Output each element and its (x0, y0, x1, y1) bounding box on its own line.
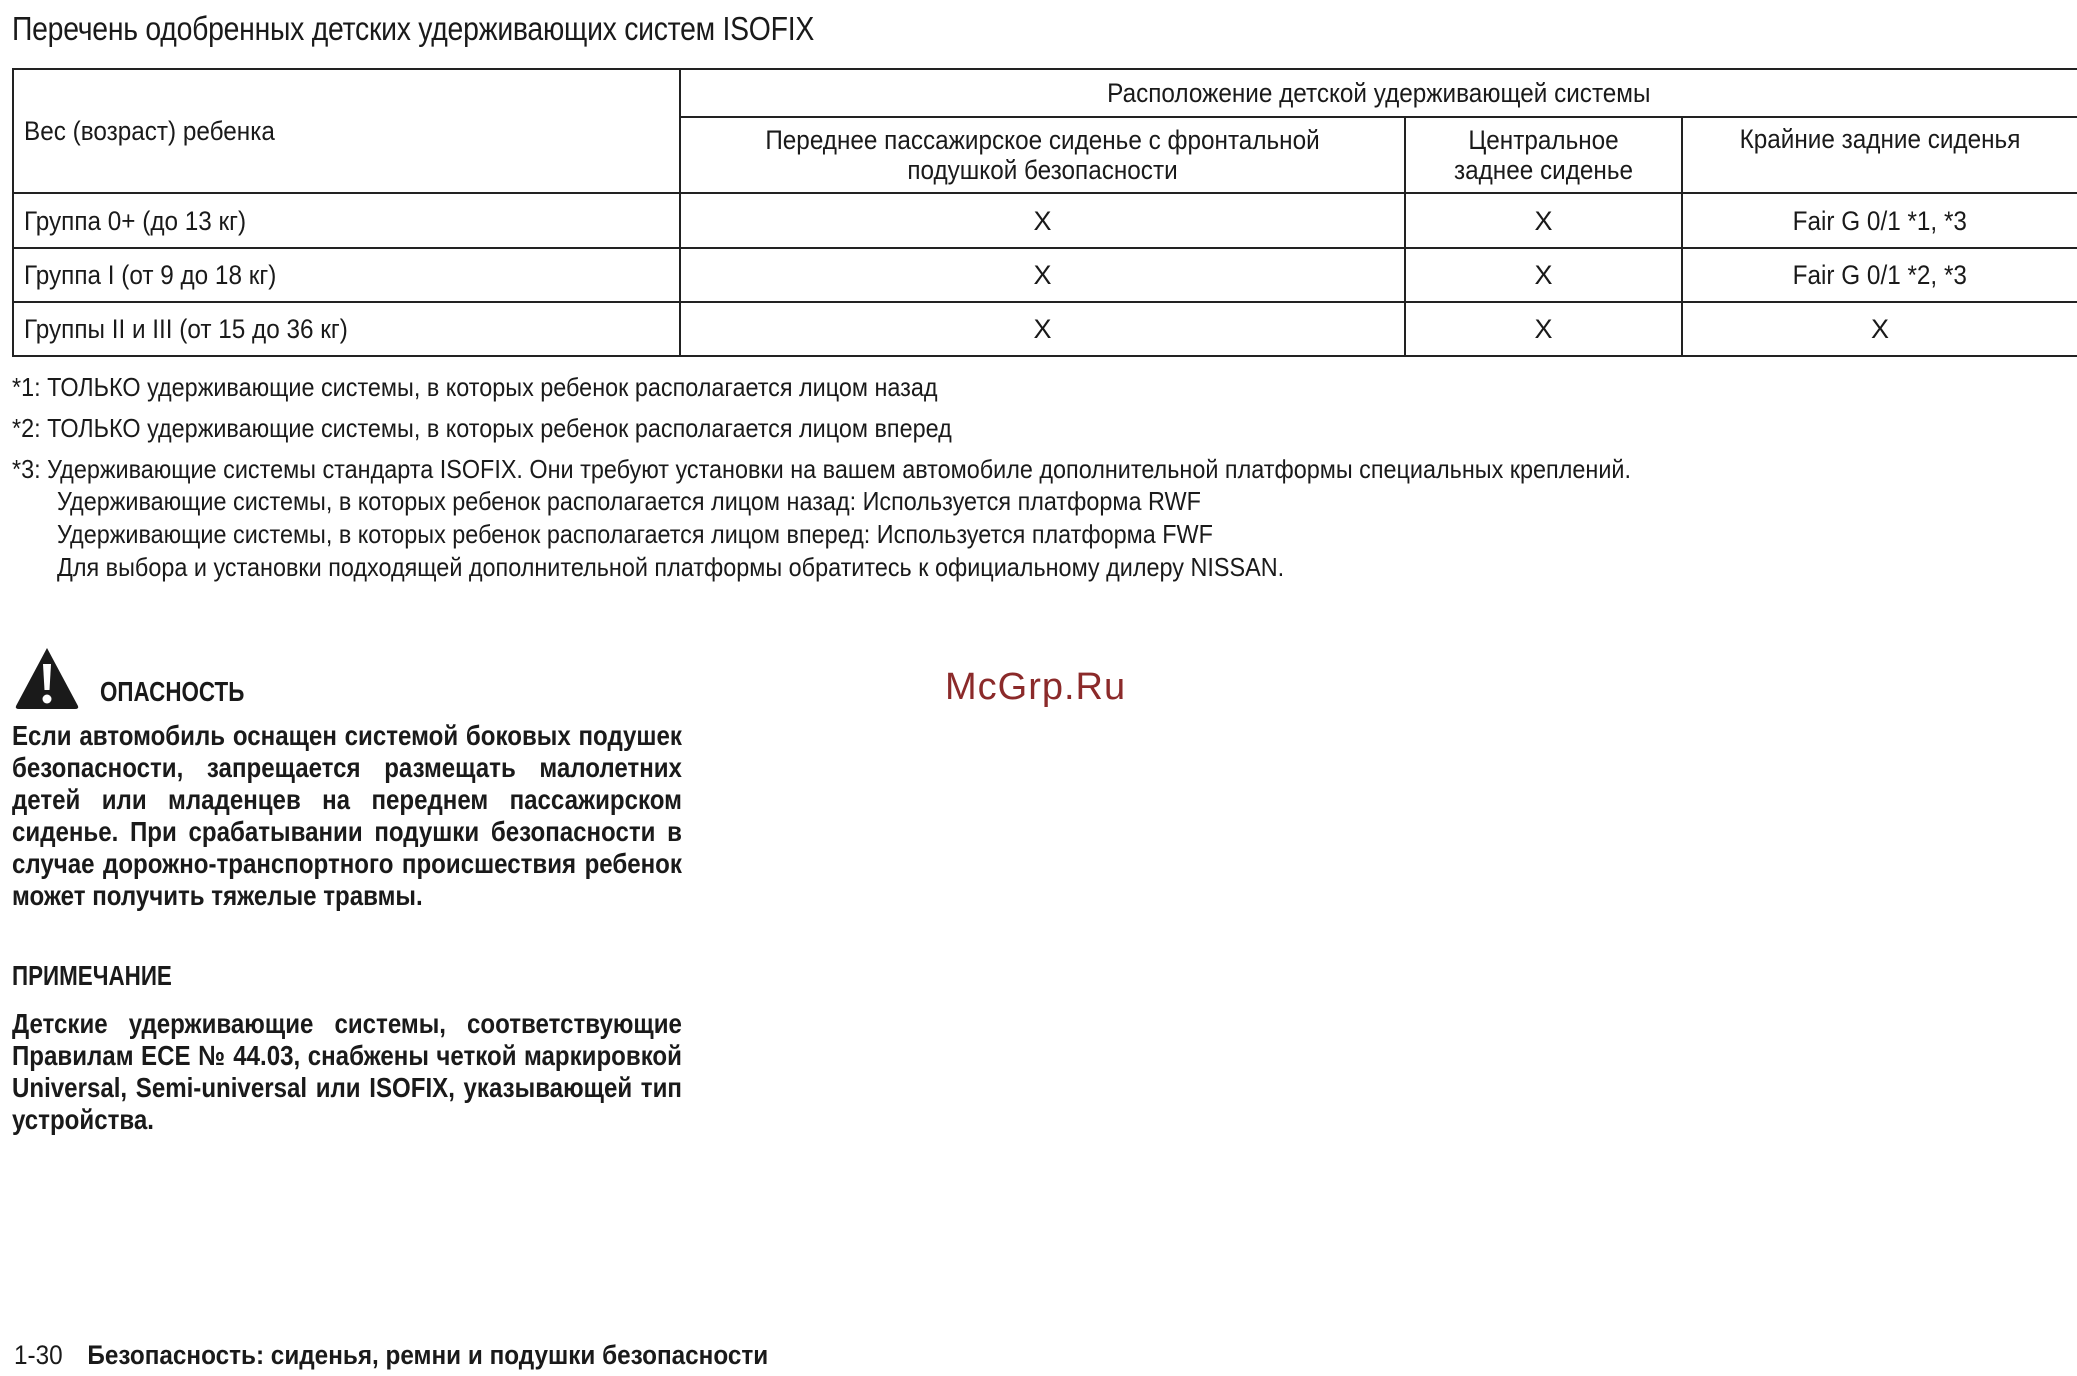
table-row (13, 302, 2077, 356)
column-header-front-seat: Переднее пассажирское сиденье с фронтальной подушкой безопасности (680, 117, 1405, 193)
footnote-3-line: Удерживающие системы, в которых ребенок располагается лицом назад: Используется платформа RWF (57, 486, 1201, 516)
table-cell: Fair G 0/1 *1, *3 (1682, 193, 2077, 248)
table-cell: X (1682, 302, 2077, 356)
table-cell: X (680, 302, 1405, 356)
danger-heading (14, 644, 280, 710)
table-cell: X (680, 248, 1405, 302)
row-label: Группа 0+ (до 13 кг) (13, 193, 680, 248)
footnote-3 (12, 454, 1866, 584)
footnote-1: *1: ТОЛЬКО удерживающие системы, в которых ребенок располагается лицом назад (12, 372, 938, 402)
note-label: ПРИМЕЧАНИЕ (12, 960, 172, 991)
table-row-header: Вес (возраст) ребенка (13, 69, 680, 193)
footnote-3-line: Для выбора и установки подходящей дополнительной платформы обратитесь к официальному дилеру NISSAN. (57, 552, 1285, 582)
table-cell: Fair G 0/1 *2, *3 (1682, 248, 2077, 302)
footnotes (12, 372, 2072, 594)
page-footer (14, 1340, 768, 1371)
column-header-outer-rear-seats: Крайние задние сиденья (1682, 117, 2077, 193)
footnote-2: *2: ТОЛЬКО удерживающие системы, в которых ребенок располагается лицом вперед (12, 413, 952, 443)
table-cell: X (1405, 193, 1682, 248)
table-cell: X (680, 193, 1405, 248)
row-label: Группа I (от 9 до 18 кг) (13, 248, 680, 302)
column-header-center-rear-seat: Центральное заднее сиденье (1405, 117, 1682, 193)
page-number: 1-30 (14, 1340, 63, 1370)
table-cell: X (1405, 248, 1682, 302)
table-cell: X (1405, 302, 1682, 356)
warning-triangle-icon (14, 646, 80, 710)
footnote-3-intro: *3: Удерживающие системы стандарта ISOFIX. Они требуют установки на вашем автомобиле дополнительной платформы специальных креплений. (12, 454, 1631, 484)
danger-text: Если автомобиль оснащен системой боковых подушек безопасности, запрещается размещать малолетних детей или младенцев на переднем пассажирском сиденье. При срабатывании подушки безопасности в случае дорожно-транспортного происшествия ребенок может получить тяжелые травмы. (12, 720, 682, 911)
danger-label: ОПАСНОСТЬ (100, 676, 245, 707)
row-label: Группы II и III (от 15 до 36 кг) (13, 302, 680, 356)
watermark: McGrp.Ru (945, 666, 1127, 708)
table-group-header: Расположение детской удерживающей системы (680, 69, 2077, 117)
isofix-table (12, 68, 2077, 357)
section-title: Безопасность: сиденья, ремни и подушки безопасности (87, 1340, 769, 1370)
table-row (13, 193, 2077, 248)
footnote-3-line: Удерживающие системы, в которых ребенок располагается лицом вперед: Используется платформа FWF (57, 519, 1213, 549)
note-text: Детские удерживающие системы, соответствующие Правилам ЕСЕ № 44.03, снабжены четкой маркировкой Universal, Semi-universal или ISOFIX, указывающей тип устройства. (12, 1008, 682, 1135)
table-row (13, 248, 2077, 302)
page-title: Перечень одобренных детских удерживающих систем ISOFIX (12, 10, 815, 47)
